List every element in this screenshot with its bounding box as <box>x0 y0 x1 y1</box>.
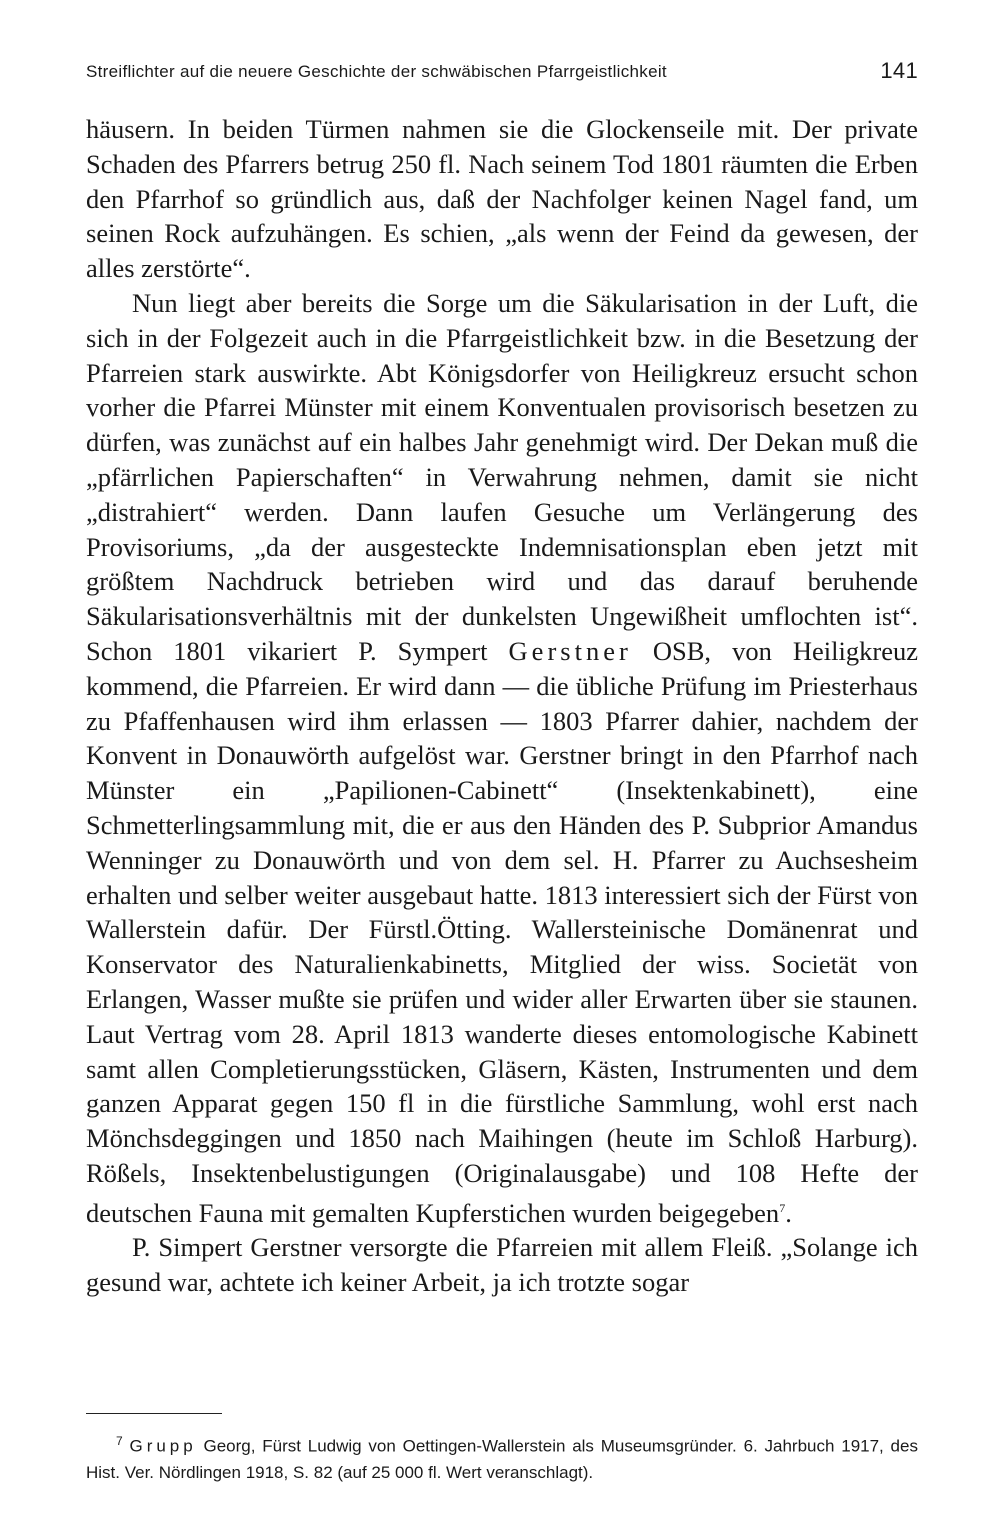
footnote-7 <box>86 1428 918 1486</box>
footnote-7-text: Georg, Fürst Ludwig von Oettingen-Wallerstein als Museumsgründer. 6. Jahrbuch 1917, des Hist. Ver. Nördlingen 1918, S. 82 (auf 25 000 fl. Wert veranschlagt). <box>86 1436 918 1482</box>
footnotes <box>86 1428 918 1486</box>
running-head-title: Streiflichter auf die neuere Geschichte der schwäbischen Pfarrgeistlichkeit <box>86 62 667 81</box>
paragraph-2-part-b: OSB, von Heiligkreuz kommend, die Pfarreien. Er wird dann — die übliche Prüfung im Priesterhaus zu Pfaffenhausen wird ihm erlassen — 1803 Pfarrer dahier, nachdem der Konvent in Donauwörth aufgelöst war. Gerstner bringt in den Pfarrhof nach Münster ein „Papilionen-Cabinett“ (Insektenkabinett), eine Schmetterlingsammlung mit, die er aus den Händen des P. Subprior Amandus Wenninger zu Donauwörth und von dem sel. H. Pfarrer zu Auchsesheim erhalten und selber weiter ausgebaut hatte. 1813 interessiert sich der Fürst von Wallerstein dafür. Der Fürstl.Ötting. Wallersteinische Domänenrat und Konservator des Naturalienkabinetts, Mitglied der wiss. Societät von Erlangen, Wasser mußte sie prüfen und wider aller Erwarten über sie staunen. Laut Vertrag vom 28. April 1813 wanderte dieses entomologische Kabinett samt allen Completierungsstücken, Gläsern, Kästen, Instrumenten und dem ganzen Apparat gegen 150 fl in die fürstliche Sammlung, wohl erst nach Mönchsdeggingen und 1850 nach Maihingen (heute im Schloß Harburg). Rößels, Insektenbelustigungen (Originalausgabe) und 108 Hefte der deutschen Fauna mit gemalten Kupferstichen wurden beigegeben <box>86 635 918 1228</box>
paragraph-2 <box>86 286 918 1230</box>
running-head <box>86 58 918 88</box>
spaced-name-gerstner: Gerstner <box>508 635 632 666</box>
paragraph-2-end: . <box>785 1197 792 1228</box>
footnote-reference-7: 7 <box>779 1200 786 1215</box>
footnote-7-author: Grupp <box>129 1436 197 1456</box>
footnote-divider <box>86 1413 222 1414</box>
paragraph-3: P. Simpert Gerstner versorgte die Pfarreien mit allem Fleiß. „Solange ich gesund war, achtete ich keiner Arbeit, ja ich trotzte sogar <box>86 1232 918 1298</box>
footnote-7-mark: 7 <box>116 1434 123 1448</box>
paragraph-2-part-a: Nun liegt aber bereits die Sorge um die Säkularisation in der Luft, die sich in der Folgezeit auch in die Pfarrgeistlichkeit bzw. in die Besetzung der Pfarreien stark auswirkte. Abt Königsdorfer von Heiligkreuz ersucht schon vorher die Pfarrei Münster mit einem Konventualen provisorisch besetzen zu dürfen, was zunächst auf ein halbes Jahr genehmigt wird. Der Dekan muß die „pfärrlichen Papierschaften“ in Verwahrung nehmen, damit sie nicht „distrahiert“ werden. Dann laufen Gesuche um Verlängerung des Provisoriums, „da der ausgesteckte Indemnisationsplan eben jetzt mit größtem Nachdruck betrieben wird und das darauf beruhende Säkularisationsverhältnis mit der dunkelsten Ungewißheit umflochten ist“. Schon 1801 vikariert P. Sympert <box>86 287 918 666</box>
page-number: 141 <box>880 58 918 83</box>
body-text <box>86 112 918 1300</box>
paragraph-1: häusern. In beiden Türmen nahmen sie die Glockenseile mit. Der private Schaden des Pfarrers betrug 250 fl. Nach seinem Tod 1801 räumten die Erben den Pfarrhof so gründlich aus, daß der Nachfolger keinen Nagel fand, um seinen Rock aufzuhängen. Es schien, „als wenn der Feind da gewesen, der alles zerstörte“. <box>86 114 918 284</box>
